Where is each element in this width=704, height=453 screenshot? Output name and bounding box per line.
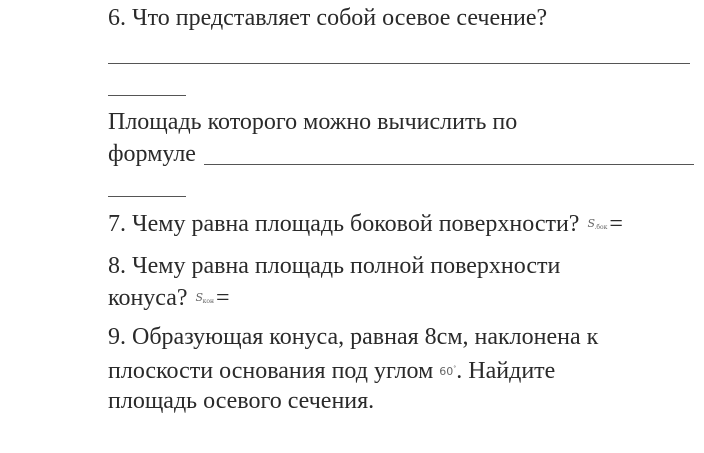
question-6-area-text: Площадь которого можно вычислить по xyxy=(108,109,518,135)
answer-blank-q6-line-1 xyxy=(108,63,690,64)
angle-value: 60° xyxy=(439,365,457,378)
lateral-area-symbol: $S_{.бок}$ xyxy=(587,217,608,231)
question-8-text: конуса? xyxy=(108,285,188,311)
question-6-formula-label: формуле xyxy=(108,141,196,167)
formula-blank-line-2 xyxy=(108,196,186,197)
question-6-text: 6. Что представляет собой осевое сечение? xyxy=(108,5,548,31)
total-area-symbol: $S_{кон}$ xyxy=(195,291,214,305)
question-9-text-after-angle: . Найдите xyxy=(456,358,556,384)
question-9-line-2 xyxy=(108,354,555,387)
answer-blank-q6-line-2 xyxy=(108,95,186,96)
question-8-line-1: 8. Чему равна площадь полной поверхности xyxy=(108,253,561,279)
question-7 xyxy=(108,209,623,243)
question-7-text: 7. Чему равна площадь боковой поверхности? xyxy=(108,211,580,237)
equals-sign: = xyxy=(215,285,230,311)
question-9-line-1: 9. Образующая конуса, равная 8см, наклонена к xyxy=(108,324,599,350)
formula-blank-line-1 xyxy=(204,164,694,165)
question-8-line-2 xyxy=(108,283,230,317)
question-9-line-3: площадь осевого сечения. xyxy=(108,388,375,414)
equals-sign: = xyxy=(609,211,623,237)
question-9-text-before-angle: плоскости основания под углом xyxy=(108,358,434,384)
